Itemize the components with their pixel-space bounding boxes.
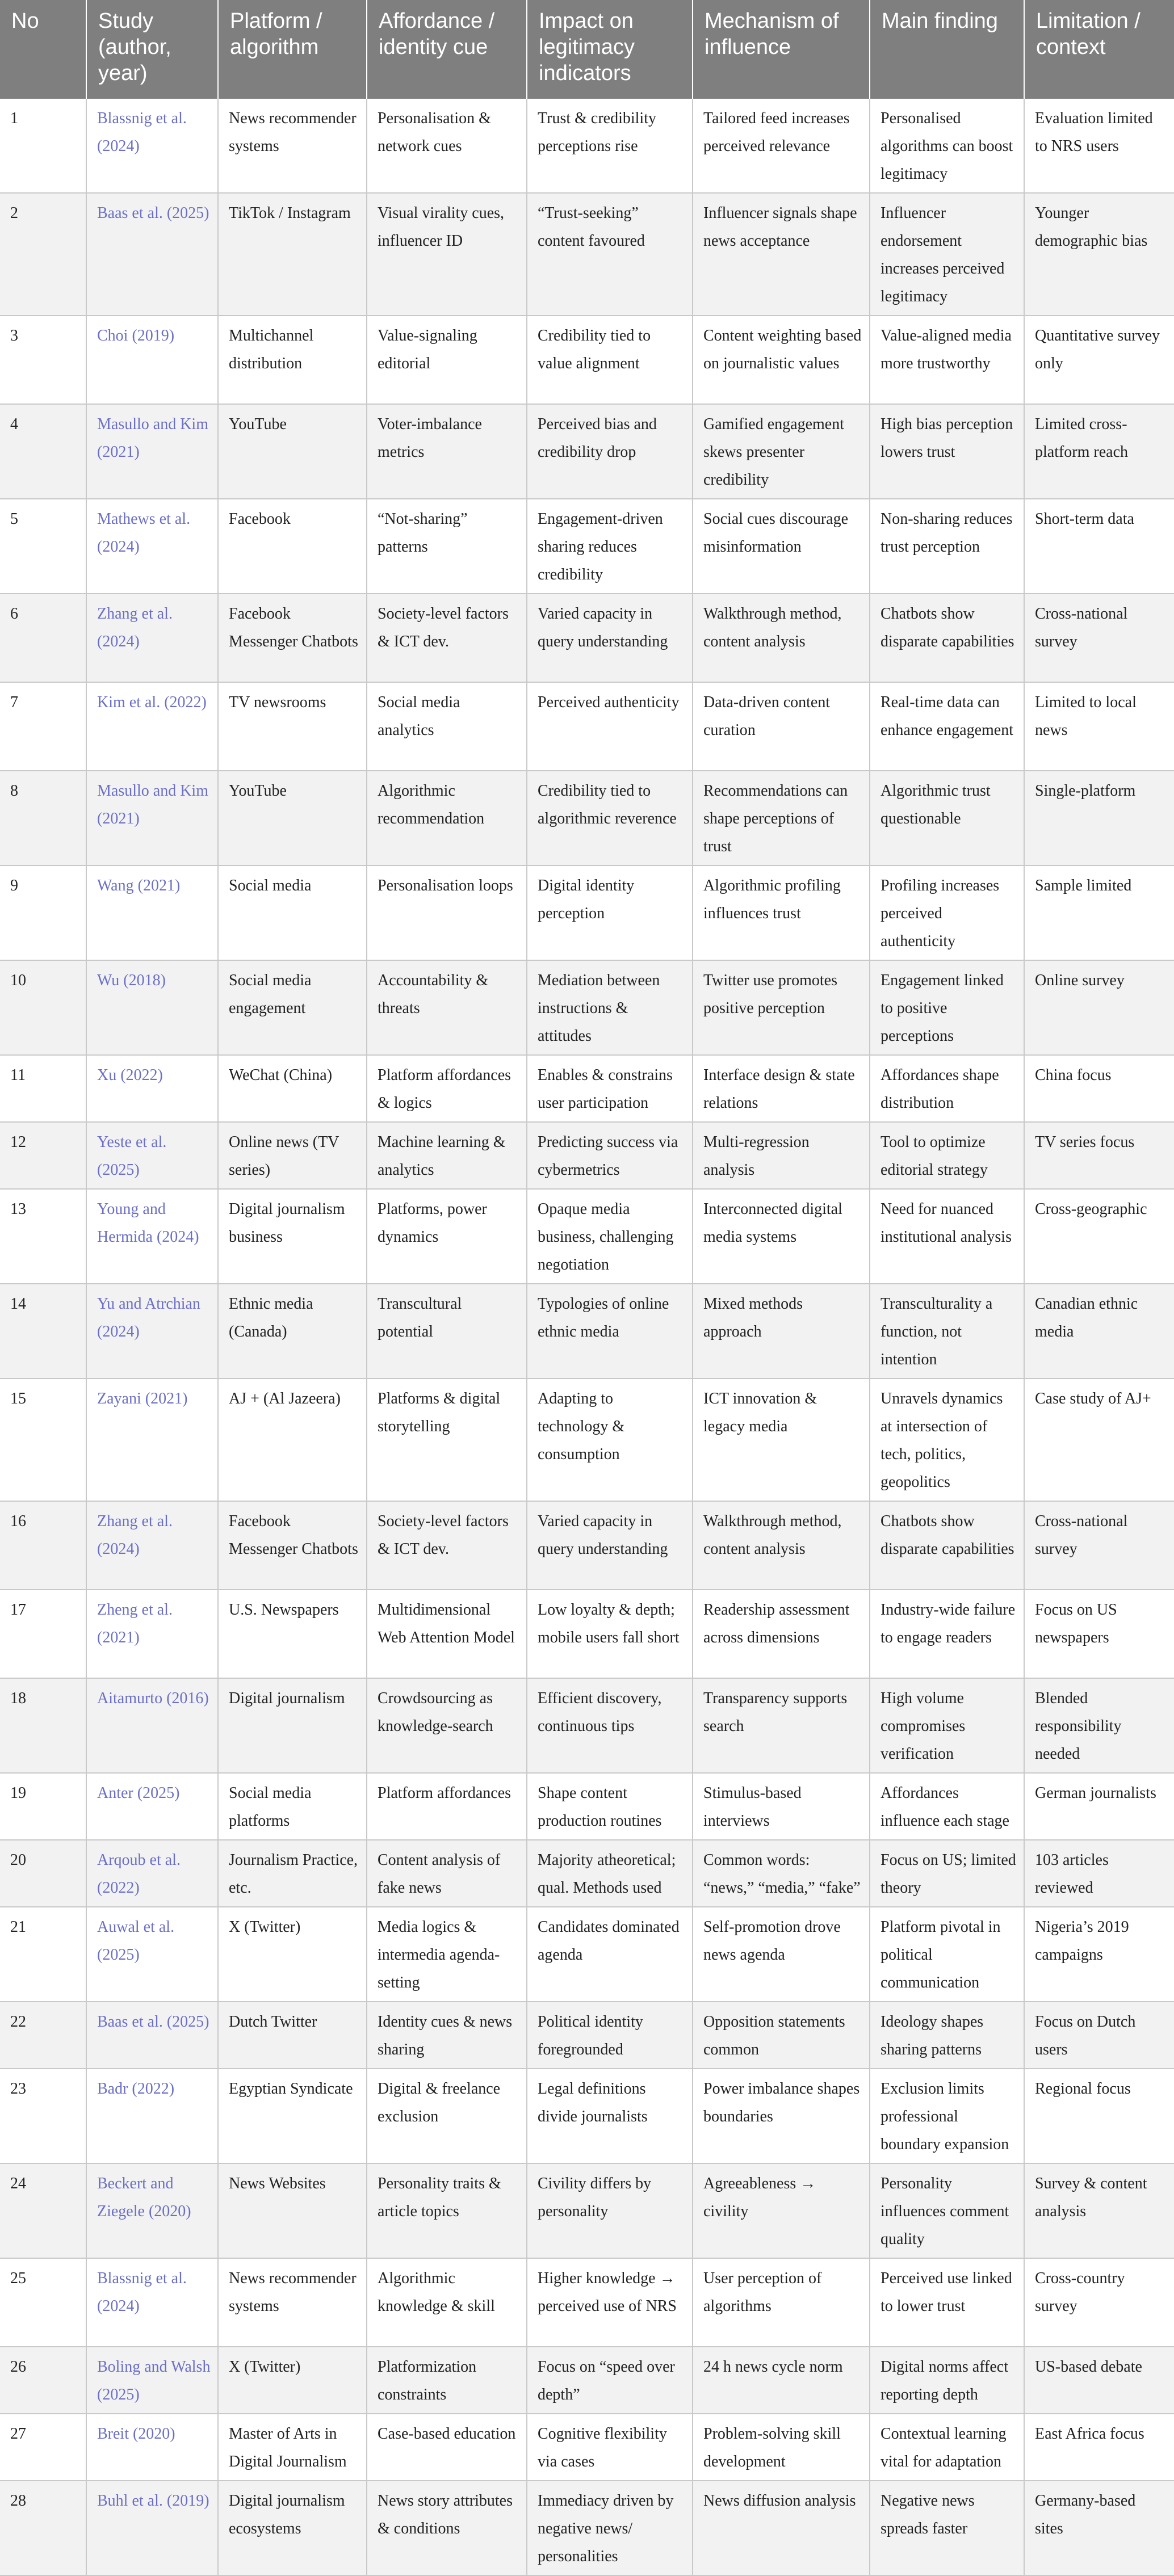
cell-impact: Majority atheoretical; qual. Methods used	[527, 1840, 693, 1907]
cell-finding: Exclusion limits professional boundary expansion	[870, 2069, 1024, 2163]
cell-affordance: Value-signaling editorial	[367, 316, 527, 404]
header-finding: Main finding	[870, 0, 1024, 99]
cell-platform: Multichannel distribution	[218, 316, 367, 404]
cell-mechanism: Agreeableness → civility	[693, 2163, 870, 2258]
cell-study[interactable]: Arqoub et al. (2022)	[86, 1840, 218, 1907]
cell-study[interactable]: Wang (2021)	[86, 865, 218, 960]
cell-mechanism: Stimulus-based interviews	[693, 1773, 870, 1840]
cell-finding: Non-sharing reduces trust perception	[870, 499, 1024, 594]
cell-impact: Candidates dominated agenda	[527, 1907, 693, 2002]
cell-platform: X (Twitter)	[218, 2347, 367, 2414]
cell-affordance: Platforms, power dynamics	[367, 1189, 527, 1284]
cell-impact: Opaque media business, challenging negotiation	[527, 1189, 693, 1284]
cell-impact: Perceived authenticity	[527, 682, 693, 771]
cell-no: 11	[0, 1055, 86, 1122]
cell-platform: Social media	[218, 865, 367, 960]
header-impact: Impact on legitimacy indicators	[527, 0, 693, 99]
cell-study[interactable]: Kim et al. (2022)	[86, 682, 218, 771]
cell-finding: Affordances shape distribution	[870, 1055, 1024, 1122]
header-study: Study (author, year)	[86, 0, 218, 99]
cell-mechanism: Readership assessment across dimensions	[693, 1590, 870, 1678]
cell-limitation: US-based debate	[1024, 2347, 1174, 2414]
cell-no: 5	[0, 499, 86, 594]
table-row	[0, 2069, 1174, 2163]
cell-study[interactable]: Beckert and Ziegele (2020)	[86, 2163, 218, 2258]
cell-affordance: Identity cues & news sharing	[367, 2002, 527, 2069]
cell-platform: Digital journalism business	[218, 1189, 367, 1284]
header-platform: Platform / algorithm	[218, 0, 367, 99]
cell-study[interactable]: Zhang et al. (2024)	[86, 1501, 218, 1590]
cell-no: 22	[0, 2002, 86, 2069]
cell-platform: Social media platforms	[218, 1773, 367, 1840]
cell-no: 26	[0, 2347, 86, 2414]
cell-limitation: Single-platform	[1024, 771, 1174, 865]
cell-limitation: Focus on US newspapers	[1024, 1590, 1174, 1678]
cell-finding: Transculturality a function, not intention	[870, 1284, 1024, 1379]
cell-limitation: Limited cross-platform reach	[1024, 404, 1174, 499]
table-body	[0, 99, 1174, 2575]
table-row	[0, 594, 1174, 682]
table-row	[0, 1122, 1174, 1189]
cell-mechanism: Recommendations can shape perceptions of trust	[693, 771, 870, 865]
cell-finding: High volume compromises verification	[870, 1678, 1024, 1773]
cell-impact: Legal definitions divide journalists	[527, 2069, 693, 2163]
cell-affordance: Content analysis of fake news	[367, 1840, 527, 1907]
cell-impact: Focus on “speed over depth”	[527, 2347, 693, 2414]
cell-no: 28	[0, 2481, 86, 2575]
cell-impact: Varied capacity in query understanding	[527, 1501, 693, 1590]
cell-limitation: Cross-national survey	[1024, 594, 1174, 682]
cell-mechanism: User perception of algorithms	[693, 2258, 870, 2347]
table-header	[0, 0, 1174, 99]
cell-mechanism: Opposition statements common	[693, 2002, 870, 2069]
header-affordance: Affordance / identity cue	[367, 0, 527, 99]
table-row	[0, 682, 1174, 771]
cell-study[interactable]: Zhang et al. (2024)	[86, 594, 218, 682]
cell-no: 25	[0, 2258, 86, 2347]
cell-study[interactable]: Masullo and Kim (2021)	[86, 771, 218, 865]
cell-platform: Master of Arts in Digital Journalism	[218, 2414, 367, 2481]
cell-finding: Tool to optimize editorial strategy	[870, 1122, 1024, 1189]
cell-mechanism: Social cues discourage misinformation	[693, 499, 870, 594]
cell-platform: YouTube	[218, 771, 367, 865]
cell-impact: Digital identity perception	[527, 865, 693, 960]
table-row	[0, 1501, 1174, 1590]
cell-mechanism: Transparency supports search	[693, 1678, 870, 1773]
cell-no: 27	[0, 2414, 86, 2481]
cell-platform: X (Twitter)	[218, 1907, 367, 2002]
cell-impact: Higher knowledge → perceived use of NRS	[527, 2258, 693, 2347]
table-row	[0, 1840, 1174, 1907]
cell-impact: Low loyalty & depth; mobile users fall short	[527, 1590, 693, 1678]
cell-mechanism: Tailored feed increases perceived relevance	[693, 99, 870, 193]
cell-mechanism: 24 h news cycle norm	[693, 2347, 870, 2414]
cell-affordance: Machine learning & analytics	[367, 1122, 527, 1189]
cell-no: 16	[0, 1501, 86, 1590]
cell-no: 23	[0, 2069, 86, 2163]
cell-affordance: Platformization constraints	[367, 2347, 527, 2414]
cell-affordance: Crowdsourcing as knowledge-search	[367, 1678, 527, 1773]
cell-study[interactable]: Auwal et al. (2025)	[86, 1907, 218, 2002]
cell-affordance: Transcultural potential	[367, 1284, 527, 1379]
cell-finding: Industry-wide failure to engage readers	[870, 1590, 1024, 1678]
table-row	[0, 99, 1174, 193]
cell-limitation: Evaluation limited to NRS users	[1024, 99, 1174, 193]
cell-no: 4	[0, 404, 86, 499]
cell-study[interactable]: Aitamurto (2016)	[86, 1678, 218, 1773]
cell-impact: Perceived bias and credibility drop	[527, 404, 693, 499]
cell-platform: Journalism Practice, etc.	[218, 1840, 367, 1907]
cell-impact: Mediation between instructions & attitudes	[527, 960, 693, 1055]
cell-no: 18	[0, 1678, 86, 1773]
cell-mechanism: Self-promotion drove news agenda	[693, 1907, 870, 2002]
cell-study[interactable]: Zheng et al. (2021)	[86, 1590, 218, 1678]
cell-no: 21	[0, 1907, 86, 2002]
cell-limitation: Cross-national survey	[1024, 1501, 1174, 1590]
cell-mechanism: Twitter use promotes positive perception	[693, 960, 870, 1055]
cell-no: 6	[0, 594, 86, 682]
cell-impact: Efficient discovery, continuous tips	[527, 1678, 693, 1773]
cell-mechanism: Power imbalance shapes boundaries	[693, 2069, 870, 2163]
cell-mechanism: Common words: “news,” “media,” “fake”	[693, 1840, 870, 1907]
cell-finding: Influencer endorsement increases perceived legitimacy	[870, 193, 1024, 316]
cell-mechanism: News diffusion analysis	[693, 2481, 870, 2575]
cell-mechanism: Data-driven content curation	[693, 682, 870, 771]
table-row	[0, 316, 1174, 404]
cell-mechanism: Content weighting based on journalistic values	[693, 316, 870, 404]
cell-no: 12	[0, 1122, 86, 1189]
cell-impact: Typologies of online ethnic media	[527, 1284, 693, 1379]
cell-platform: TV newsrooms	[218, 682, 367, 771]
cell-finding: Real-time data can enhance engagement	[870, 682, 1024, 771]
cell-platform: U.S. Newspapers	[218, 1590, 367, 1678]
table-row	[0, 1055, 1174, 1122]
cell-affordance: Society-level factors & ICT dev.	[367, 594, 527, 682]
header-no: No	[0, 0, 86, 99]
cell-finding: Platform pivotal in political communication	[870, 1907, 1024, 2002]
cell-mechanism: Mixed methods approach	[693, 1284, 870, 1379]
cell-impact: Engagement-driven sharing reduces credibility	[527, 499, 693, 594]
cell-limitation: Younger demographic bias	[1024, 193, 1174, 316]
cell-platform: TikTok / Instagram	[218, 193, 367, 316]
cell-platform: YouTube	[218, 404, 367, 499]
header-limitation: Limitation / context	[1024, 0, 1174, 99]
cell-study[interactable]: Buhl et al. (2019)	[86, 2481, 218, 2575]
cell-impact: Civility differs by personality	[527, 2163, 693, 2258]
cell-affordance: Platform affordances & logics	[367, 1055, 527, 1122]
cell-limitation: TV series focus	[1024, 1122, 1174, 1189]
cell-impact: Varied capacity in query understanding	[527, 594, 693, 682]
cell-platform: News recommender systems	[218, 99, 367, 193]
cell-finding: Perceived use linked to lower trust	[870, 2258, 1024, 2347]
cell-affordance: Algorithmic knowledge & skill	[367, 2258, 527, 2347]
table-row	[0, 2481, 1174, 2575]
cell-study[interactable]: Badr (2022)	[86, 2069, 218, 2163]
cell-no: 20	[0, 1840, 86, 1907]
cell-study[interactable]: Masullo and Kim (2021)	[86, 404, 218, 499]
cell-finding: Focus on US; limited theory	[870, 1840, 1024, 1907]
cell-platform: Ethnic media (Canada)	[218, 1284, 367, 1379]
cell-limitation: Regional focus	[1024, 2069, 1174, 2163]
cell-affordance: Voter-imbalance metrics	[367, 404, 527, 499]
table-row	[0, 1590, 1174, 1678]
cell-study[interactable]: Blassnig et al. (2024)	[86, 99, 218, 193]
cell-finding: High bias perception lowers trust	[870, 404, 1024, 499]
cell-finding: Profiling increases perceived authenticity	[870, 865, 1024, 960]
cell-impact: Political identity foregrounded	[527, 2002, 693, 2069]
cell-limitation: Short-term data	[1024, 499, 1174, 594]
table-row	[0, 2163, 1174, 2258]
cell-platform: Facebook Messenger Chatbots	[218, 594, 367, 682]
cell-limitation: 103 articles reviewed	[1024, 1840, 1174, 1907]
cell-impact: Immediacy driven by negative news/ personalities	[527, 2481, 693, 2575]
cell-platform: Digital journalism	[218, 1678, 367, 1773]
table-row	[0, 193, 1174, 316]
cell-no: 24	[0, 2163, 86, 2258]
cell-no: 9	[0, 865, 86, 960]
cell-affordance: Personalisation loops	[367, 865, 527, 960]
cell-impact: Enables & constrains user participation	[527, 1055, 693, 1122]
cell-no: 1	[0, 99, 86, 193]
table-row	[0, 1379, 1174, 1501]
cell-impact: Credibility tied to value alignment	[527, 316, 693, 404]
cell-platform: News Websites	[218, 2163, 367, 2258]
cell-study[interactable]: Mathews et al. (2024)	[86, 499, 218, 594]
cell-limitation: German journalists	[1024, 1773, 1174, 1840]
cell-affordance: Case-based education	[367, 2414, 527, 2481]
cell-limitation: Sample limited	[1024, 865, 1174, 960]
cell-impact: Cognitive flexibility via cases	[527, 2414, 693, 2481]
cell-study[interactable]: Yu and Atrchian (2024)	[86, 1284, 218, 1379]
cell-no: 17	[0, 1590, 86, 1678]
table-row	[0, 865, 1174, 960]
cell-study[interactable]: Breit (2020)	[86, 2414, 218, 2481]
cell-affordance: Personality traits & article topics	[367, 2163, 527, 2258]
cell-limitation: Online survey	[1024, 960, 1174, 1055]
cell-finding: Affordances influence each stage	[870, 1773, 1024, 1840]
cell-no: 14	[0, 1284, 86, 1379]
table-row	[0, 2414, 1174, 2481]
cell-mechanism: Multi-regression analysis	[693, 1122, 870, 1189]
cell-no: 2	[0, 193, 86, 316]
cell-impact: Adapting to technology & consumption	[527, 1379, 693, 1501]
table-row	[0, 1189, 1174, 1284]
cell-study[interactable]: Boling and Walsh (2025)	[86, 2347, 218, 2414]
cell-study[interactable]: Young and Hermida (2024)	[86, 1189, 218, 1284]
cell-finding: Contextual learning vital for adaptation	[870, 2414, 1024, 2481]
cell-finding: Need for nuanced institutional analysis	[870, 1189, 1024, 1284]
table-row	[0, 404, 1174, 499]
cell-platform: Facebook Messenger Chatbots	[218, 1501, 367, 1590]
cell-mechanism: Gamified engagement skews presenter credibility	[693, 404, 870, 499]
cell-finding: Ideology shapes sharing patterns	[870, 2002, 1024, 2069]
cell-platform: AJ + (Al Jazeera)	[218, 1379, 367, 1501]
table-row	[0, 2347, 1174, 2414]
cell-platform: WeChat (China)	[218, 1055, 367, 1122]
cell-finding: Personality influences comment quality	[870, 2163, 1024, 2258]
cell-affordance: Platforms & digital storytelling	[367, 1379, 527, 1501]
cell-mechanism: Interface design & state relations	[693, 1055, 870, 1122]
cell-affordance: Algorithmic recommendation	[367, 771, 527, 865]
cell-limitation: China focus	[1024, 1055, 1174, 1122]
cell-impact: Trust & credibility perceptions rise	[527, 99, 693, 193]
cell-limitation: Limited to local news	[1024, 682, 1174, 771]
table-row	[0, 2002, 1174, 2069]
cell-limitation: Cross-geographic	[1024, 1189, 1174, 1284]
cell-mechanism: Walkthrough method, content analysis	[693, 1501, 870, 1590]
table-row	[0, 1284, 1174, 1379]
cell-limitation: East Africa focus	[1024, 2414, 1174, 2481]
cell-finding: Digital norms affect reporting depth	[870, 2347, 1024, 2414]
cell-mechanism: Influencer signals shape news acceptance	[693, 193, 870, 316]
cell-finding: Negative news spreads faster	[870, 2481, 1024, 2575]
cell-affordance: Accountability & threats	[367, 960, 527, 1055]
cell-study[interactable]: Blassnig et al. (2024)	[86, 2258, 218, 2347]
cell-study[interactable]: Xu (2022)	[86, 1055, 218, 1122]
cell-affordance: News story attributes & conditions	[367, 2481, 527, 2575]
cell-finding: Personalised algorithms can boost legitimacy	[870, 99, 1024, 193]
cell-affordance: Multidimensional Web Attention Model	[367, 1590, 527, 1678]
table-row	[0, 1907, 1174, 2002]
cell-no: 3	[0, 316, 86, 404]
cell-study[interactable]: Baas et al. (2025)	[86, 2002, 218, 2069]
cell-impact: Predicting success via cybermetrics	[527, 1122, 693, 1189]
cell-no: 10	[0, 960, 86, 1055]
cell-finding: Unravels dynamics at intersection of tech, politics, geopolitics	[870, 1379, 1024, 1501]
cell-study[interactable]: Choi (2019)	[86, 316, 218, 404]
cell-affordance: Social media analytics	[367, 682, 527, 771]
cell-affordance: Media logics & intermedia agenda-setting	[367, 1907, 527, 2002]
cell-limitation: Blended responsibility needed	[1024, 1678, 1174, 1773]
cell-platform: News recommender systems	[218, 2258, 367, 2347]
cell-finding: Engagement linked to positive perceptions	[870, 960, 1024, 1055]
cell-affordance: Digital & freelance exclusion	[367, 2069, 527, 2163]
cell-limitation: Canadian ethnic media	[1024, 1284, 1174, 1379]
cell-limitation: Quantitative survey only	[1024, 316, 1174, 404]
cell-no: 7	[0, 682, 86, 771]
cell-study[interactable]: Baas et al. (2025)	[86, 193, 218, 316]
cell-study[interactable]: Wu (2018)	[86, 960, 218, 1055]
table-row	[0, 499, 1174, 594]
cell-no: 15	[0, 1379, 86, 1501]
cell-impact: Shape content production routines	[527, 1773, 693, 1840]
cell-platform: Egyptian Syndicate	[218, 2069, 367, 2163]
cell-platform: Online news (TV series)	[218, 1122, 367, 1189]
cell-limitation: Survey & content analysis	[1024, 2163, 1174, 2258]
table-row	[0, 960, 1174, 1055]
cell-mechanism: Interconnected digital media systems	[693, 1189, 870, 1284]
cell-impact: Credibility tied to algorithmic reverence	[527, 771, 693, 865]
cell-limitation: Germany-based sites	[1024, 2481, 1174, 2575]
cell-affordance: Visual virality cues, influencer ID	[367, 193, 527, 316]
cell-no: 19	[0, 1773, 86, 1840]
cell-limitation: Cross-country survey	[1024, 2258, 1174, 2347]
cell-mechanism: Algorithmic profiling influences trust	[693, 865, 870, 960]
table-row	[0, 1678, 1174, 1773]
cell-finding: Chatbots show disparate capabilities	[870, 1501, 1024, 1590]
cell-limitation: Case study of AJ+	[1024, 1379, 1174, 1501]
cell-study[interactable]: Yeste et al. (2025)	[86, 1122, 218, 1189]
table-row	[0, 2258, 1174, 2347]
cell-platform: Social media engagement	[218, 960, 367, 1055]
cell-mechanism: ICT innovation & legacy media	[693, 1379, 870, 1501]
cell-finding: Algorithmic trust questionable	[870, 771, 1024, 865]
header-row	[0, 0, 1174, 99]
cell-no: 8	[0, 771, 86, 865]
cell-affordance: Society-level factors & ICT dev.	[367, 1501, 527, 1590]
cell-finding: Chatbots show disparate capabilities	[870, 594, 1024, 682]
cell-mechanism: Walkthrough method, content analysis	[693, 594, 870, 682]
cell-no: 13	[0, 1189, 86, 1284]
cell-finding: Value-aligned media more trustworthy	[870, 316, 1024, 404]
cell-affordance: Platform affordances	[367, 1773, 527, 1840]
cell-platform: Facebook	[218, 499, 367, 594]
cell-platform: Dutch Twitter	[218, 2002, 367, 2069]
table-row	[0, 771, 1174, 865]
cell-affordance: “Not-sharing” patterns	[367, 499, 527, 594]
table-row	[0, 1773, 1174, 1840]
header-mechanism: Mechanism of influence	[693, 0, 870, 99]
cell-study[interactable]: Zayani (2021)	[86, 1379, 218, 1501]
cell-affordance: Personalisation & network cues	[367, 99, 527, 193]
cell-mechanism: Problem-solving skill development	[693, 2414, 870, 2481]
cell-platform: Digital journalism ecosystems	[218, 2481, 367, 2575]
cell-limitation: Focus on Dutch users	[1024, 2002, 1174, 2069]
cell-study[interactable]: Anter (2025)	[86, 1773, 218, 1840]
cell-impact: “Trust-seeking” content favoured	[527, 193, 693, 316]
cell-limitation: Nigeria’s 2019 campaigns	[1024, 1907, 1174, 2002]
